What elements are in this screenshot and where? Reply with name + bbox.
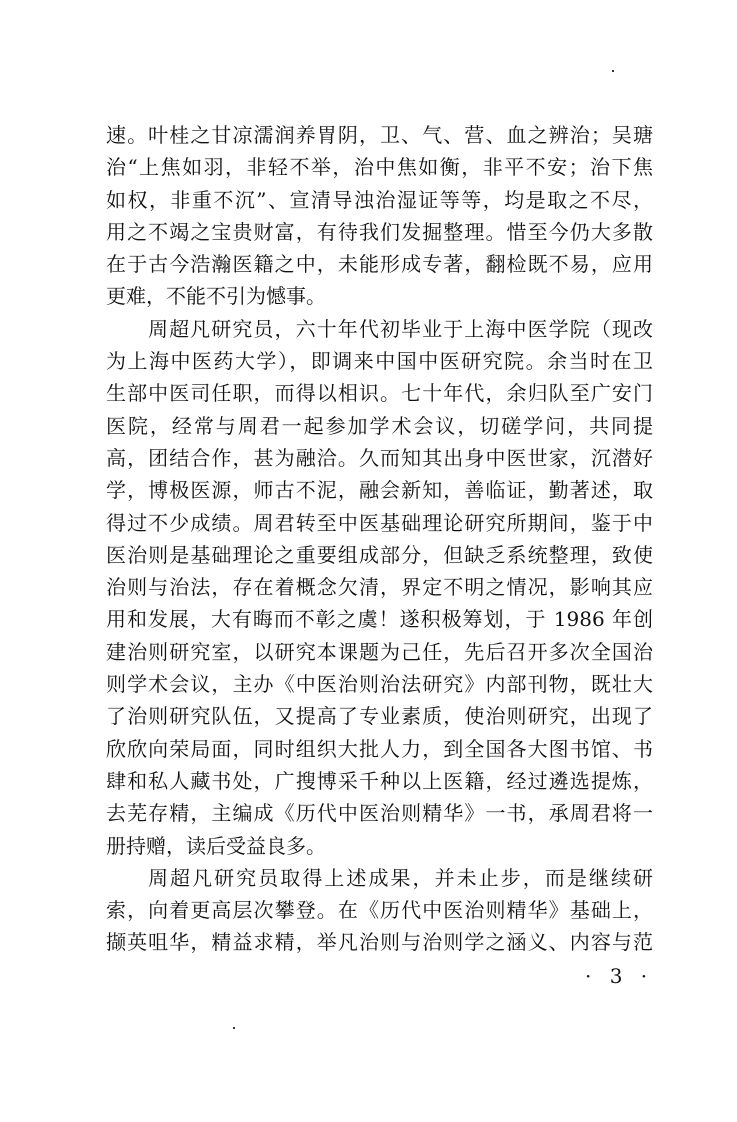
text-line: 在于古今浩瀚医籍之中，未能形成专著，翻检既不易，应用 (106, 252, 653, 277)
text-line: 如权，非重不沉”、宣清导浊治湿证等等，均是取之不尽， (106, 187, 653, 212)
text-line: 治则与治法，存在着概念欠清，界定不明之情况，影响其应 (106, 575, 653, 600)
text-line: 生部中医司任职，而得以相识。七十年代，余归队至广安门 (106, 381, 653, 406)
text-line: 去芜存精，主编成《历代中医治则精华》一书，承周君将一 (106, 801, 653, 826)
text-line: 速。叶桂之甘凉濡润养胃阴，卫、气、营、血之辨治；吴瑭 (106, 123, 653, 147)
text-line: 治“上焦如羽，非轻不举，治中焦如衡，非平不安；治下焦 (106, 155, 653, 180)
page-number: · 3 · (585, 964, 654, 988)
text-line: 册持赠，读后受益良多。 (106, 833, 326, 858)
text-line: 索，向着更高层次攀登。在《历代中医治则精华》基础上， (106, 898, 653, 923)
text-line: 肆和私人藏书处，广搜博采千种以上医籍，经过遴选提炼， (106, 768, 653, 793)
text-line: 建治则研究室，以研究本课题为己任，先后召开多次全国治 (106, 639, 653, 664)
scan-speck (612, 70, 614, 72)
text-line: 高，团结合作，甚为融洽。久而知其出身中医世家，沉潜好 (106, 445, 653, 470)
text-line: 更难，不能不引为憾事。 (106, 284, 326, 309)
text-line: 医院，经常与周君一起参加学术会议，切磋学问，共同提 (106, 413, 653, 438)
text-line: 欣欣向荣局面，同时组织大批人力，到全国各大图书馆、书 (106, 736, 653, 761)
text-line: 了治则研究队伍，又提高了专业素质，使治则研究，出现了 (106, 704, 653, 729)
body-text (106, 119, 653, 959)
text-line: 为上海中医药大学），即调来中国中医研究院。余当时在卫 (106, 349, 653, 374)
text-line: 得过不少成绩。周君转至中医基础理论研究所期间，鉴于中 (106, 510, 653, 535)
text-line: 学，博极医源，师古不泥，融会新知，善临证，勤著述，取 (106, 478, 653, 503)
scan-speck (233, 1027, 235, 1029)
text-line: 则学术会议，主办《中医治则治法研究》内部刊物，既壮大 (106, 672, 653, 697)
text-line: 医治则是基础理论之重要组成部分，但缺乏系统整理，致使 (106, 542, 653, 567)
paragraph-start-line: 周超凡研究员取得上述成果，并未止步，而是继续研 (148, 865, 653, 890)
text-line: 用之不竭之宝贵财富，有待我们发掘整理。惜至今仍大多散 (106, 219, 653, 244)
paragraph-start-line: 周超凡研究员，六十年代初毕业于上海中医学院（现改 (148, 316, 653, 341)
text-line: 用和发展，大有晦而不彰之虞！遂积极筹划，于 1986 年创 (106, 607, 653, 632)
text-line: 撷英咀华，精益求精，举凡治则与治则学之涵义、内容与范 (106, 930, 653, 955)
